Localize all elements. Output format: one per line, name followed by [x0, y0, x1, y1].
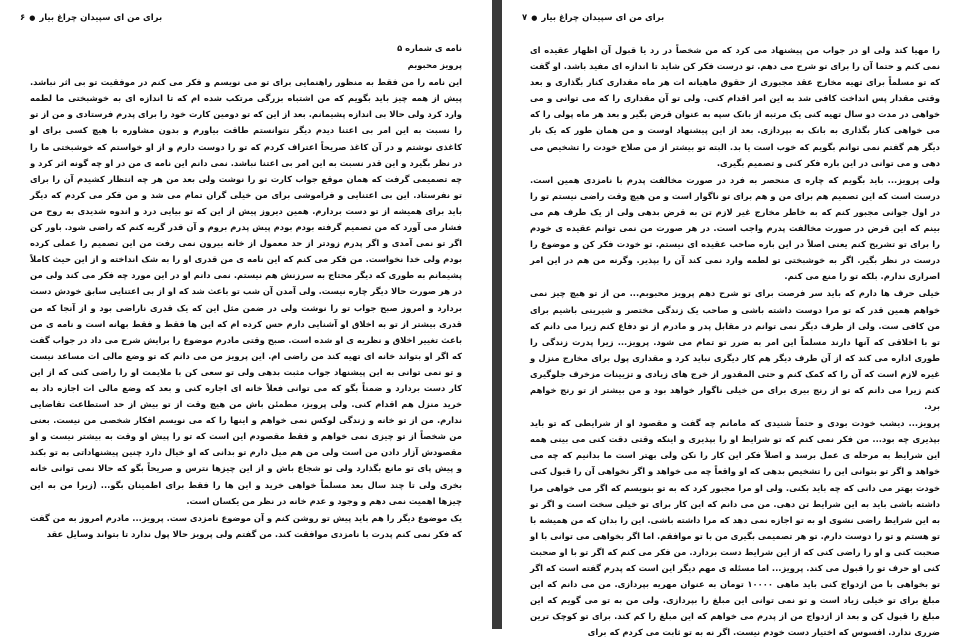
book-title: برای من ای سپیدان چراغ بیار	[39, 13, 163, 23]
paragraph: را مهیا کند ولی او در جواب من پیشنهاد می کرد که من شخصاً در رد یا قبول آن اظهار عقیده ای نمی کنم و حتما آن را برای تو شرح می دهم. تو درست فکر کن شاید تا اندازه ای مفید باشد. او گفت که تو مسلماً برای تهیه مخارج عقد مجبوری از حقوق ماهیانه ات هر ماه مقداری کنار بگذاری و بعد وقتی مقدار پس انداخت کافی شد به این امر اقدام کنی. ولی تو آن مقداری را که می توانی و می خواهی در مدت دو سال تهیه کنی یک مرتبه از بانک سپه به عنوان قرض بگیر و بعد هر ماه پولی را که می خواهی کنار بگذاری به بانک به بپردازی. بعد از این پیشنهاد اوست و من همان طور که یک بار دیگر هم گفتم نمی توانم بگویم که خوب است یا بد. البته تو بیشتر از من صلاح خودت را تشخیص می دهی و می توانی در این باره فکر کنی و تصمیم بگیری.	[530, 45, 940, 168]
body-text	[30, 40, 462, 543]
paragraph: این نامه را من فقط به منظور راهنمایی برای تو می نویسم و فکر می کنم در موفقیت تو بی اثر نباشد. پیش از همه چیز باید بگویم که من اشتباه بزرگی مرتکب شده ام که تا اندازه ای به خوشبختی ما لطمه وارد کرد ولی حالا بی اندازه پشیمانم. بعد از این که تو دومین کارت خود را برای پدرم فرستادی و من از تو را نسبت به این امر بی اعتنا دیدم دیگر نتوانستم طاقت بیاورم و بدون مشاوره با هیچ کسی برای او کاغذی نوشتم و در آن کاغذ صریحاً اعتراف کردم که تو را دوست دارم و از او خواستم که خوشبختی ما را در نظر بگیرد و این قدر نسبت به این امر بی اعتنا نباشد. نمی دانم این نامه ی من در او چه گونه اثر کرد و چه تصمیمی گرفت که همان موقع جواب کارت تو را نوشت ولی بعد من هر چه انتظار کشیدم آن را برای تو نفرستاد. این بی اعتنایی و فراموشی برای من خیلی گران تمام می شد و من فکر می کردم که دیگر باید برای همیشه از تو دست بردارم. همین دیروز پیش از این که تو بیایی درد و اندوه شدیدی به روح من فشار می آورد که من تصمیم گرفته بودم بودم پیش پدرم بروم و آن قدر گریه کنم که راضی شود. باور کن اگر تو نمی آمدی و اگر پدرم زودتر از حد معمول از خانه بیرون نمی رفت من این تصمیم را عملی کرده بودم ولی خدا نخواست. من فکر می کنم که این نامه ی من قدری او را به شک انداخته و از این حیث کاملاً پشیمانم به طوری که دیگر محتاج به سرزنش هم نیستم. نمی دانم او در این مورد چه فکر می کند ولی من در هر صورت حالا دیگر چاره نیست. ولی آمدن آن شب تو باعث شد که او از بی اعتنایی سابق خودش دست بردارد و امروز صبح جواب تو را نوشت ولی در ضمن مثل این که یک قدری ناراضی بود و از آنجا که من قدری بیشتر از تو به اخلاق او آشنایی دارم حس کرده ام که این ها فقط و فقط بهانه است و نامه ی من باعث تغییر اخلاق و نظریه ی او شده است. صبح وقتی مادرم موضوع را برایش شرح می داد در جواب گفت که اگر او بتواند خانه ای تهیه کند من راضی ام. این پرویز من می دانم که تو وضع مالی ات مساعد نیست و تو نمی توانی به این پیشنهاد جواب مثبت بدهی ولی تو سعی کن با ملایمت او را راضی کنی که از این کار دست بردارد و ضمناً بگو که می توانی فعلاً خانه ای اجاره کنی و بعد که وضع مالی ات اجازه داد به خرید منزل هم اقدام کنی. ولی پرویز، مطمئن باش من هیچ وقت از تو بیش از حد استطاعت تقاضایی ندارم. من از تو خانه و زندگی لوکس نمی خواهم و اینها را که می نویسم افکار شخصی من نیست. بعنی من شخصاً از تو چیزی نمی خواهم و فقط مقصودم این است که تو را پیش او وقت به بیشتر نیست و او مقصودش آزار دادن من است ولی من هم میل دارم تو بدانی که او خیال دارد چنین پیشنهاداتی به تو بکند و پیش پای تو مانع بگذارد ولی تو شجاع باش و از این چیزها نترس و صریحاً بگو که حالا نمی توانی خانه بخری ولی تا چند سال بعد مسلماً خواهی خرید و این ها را فقط برای اطمینان بگو... (زیرا من به این چیزها اهمیت نمی دهم و وجود و عدم خانه در نظر من یکسان است.	[30, 77, 462, 506]
right-page	[502, 0, 974, 638]
paragraph: پرویز... دیشب خودت بودی و حتماً شنیدی که مامانم چه گفت و مقصود او از شرایطی که تو باید بپذیری چه بود... من فکر نمی کنم که تو شرایط او را بپذیری و اینکه وقتی دقت کنی می بینی همه این شرایط به مرحله ی عمل برسد و اصلاً فکر این کار را نکن ولی بهتر است ما بدانیم که چه می خواهد و اگر تو بتوانی این را تشخیص بدهی که او واقعاً چه می خواهد و اگر نخواهی آن را قبول کنی خودت بهتر می دانی که چه باید بکنی. ولی او مرا مجبور کرد که به تو بنویسم که اگر می خواهی مرا داشته باشی باید به این شرایط تن دهی. من می دانم که این کار برای تو خیلی سخت است و اگر تو به این شرایط راضی نشوی او به تو اجازه نمی دهد که مرا داشته باشی. این را بدان که من همیشه با تو هستم و تو را دوست دارم. تو هر تصمیمی بگیری من با تو موافقم. اما اگر بخواهی می توانی با او صحبت کنی و او را راضی کنی که از این شرایط دست بردارد. من فکر می کنم که اگر تو با او صحبت کنی او حرف تو را قبول می کند. پرویز... اما مسئله ی مهم دیگر این است که پدرم گفته است که اگر تو بخواهی با من ازدواج کنی باید ماهی ۱۰۰۰۰ تومان به عنوان مهریه بپردازی. من می دانم که این مبلغ برای تو خیلی زیاد است و تو نمی توانی این مبلغ را بپردازی. ولی من به تو می گویم که این مبلغ را قبول کن و بعد از ازدواج من از پدرم می خواهم که این مبلغ را کم کند. برای تو کوچک ترین ضرری ندارد. افسوس که اختیار دست خودم نیست. اگر نه به تو ثابت می کردم که برای	[529, 418, 940, 638]
paragraph: یک موضوع دیگر را هم باید پیش تو روشن کنم و آن موضوع نامزدی ست. پرویز... مادرم امروز به من گفت که فکر نمی کنم پدرت با نامزدی موافقت کند. من گفتم ولی پرویز حالا پول ندارد تا بتواند وسایل عقد	[30, 512, 462, 539]
running-header	[522, 10, 954, 26]
running-header	[20, 10, 472, 26]
paragraph: ولی پرویز... باید بگویم که چاره ی منحصر به فرد در صورت مخالفت پدرم با نامزدی همین است. درست است که این تصمیم هم برای من و هم برای تو ناگوار است و من هیچ وقت راضی نیستم تو را در اول جوانی مجبور کنم که به خاطر مخارج غیر لازم تن به قرض بدهی ولی از یک طرف هم می بینم که این قرض در صورت مخالفت پدرم واجب است. در هر صورت من نمی توانم عقیده ی خودم را برای تو تشریح کنم یعنی اصلاً در این باره صاحب عقیده ای نیستم. تو خودت فکر کن و موضوع را درست در نظر بگیر. اگر به خوشبختی تو لطمه وارد نمی کند آن را بپذیر. وگرنه من هم در این امر اصراری ندارم. بلکه تو را منع می کنم.	[530, 174, 940, 282]
letter-title: نامه ی شماره ۵	[397, 43, 462, 53]
left-page	[0, 0, 492, 629]
page-divider	[492, 0, 502, 629]
salutation: پرویز محبوبم	[407, 60, 462, 71]
paragraph: خیلی حرف ها دارم که باید سر فرصت برای تو شرح دهم پرویز محبوبم... من از تو هیچ چیز نمی خواهم همین قدر که تو مرا دوست داشته باشی و صاحب یک زندگی مختصر و شیرینی باشیم برای من کافی ست. ولی از طرف دیگر نمی توانم در مقابل پدر و مادرم از تو دفاع کنم زیرا می دانم که تو با اخلاقی که آنها دارند مسلماً این امر به ضرر تو تمام می شود. پرویز... زیرا پدرت زندگی را طوری اداره می کند که از آن طرف دیگر هم کار دیگری نباید کرد و مقداری پول برای مخارج منزل و غیره لازم است که آن را که کمک کنم و حتی المقدور از خرج های زیادی و تزیینات مزخرف جلوگیری کنم زیرا می دانم که تو از رنج بیری برای من خیلی ناگوار خواهد بود و من بیشتر از تو رنج خواهم برد.	[530, 288, 940, 412]
bullet-icon: ●	[29, 14, 36, 22]
book-title: برای من ای سپیدان چراغ بیار	[541, 13, 665, 23]
page-number: ۷	[522, 13, 528, 23]
bullet-icon: ●	[531, 14, 538, 22]
page-number: ۶	[20, 13, 26, 23]
body-text	[530, 42, 940, 641]
